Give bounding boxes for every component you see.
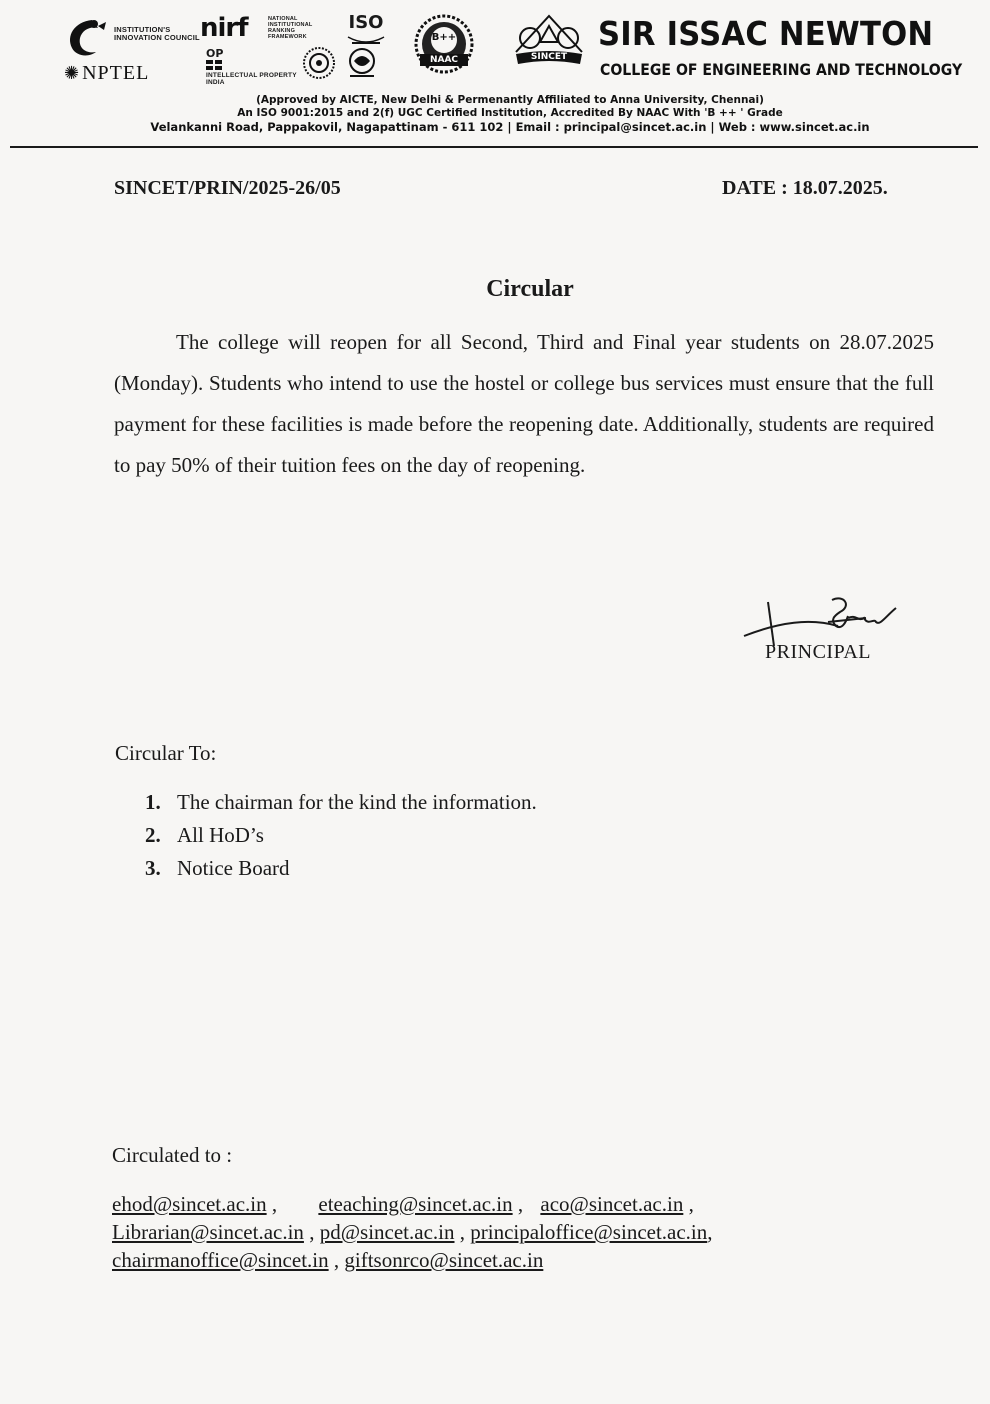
circular-to-heading: Circular To: (115, 741, 217, 765)
nptel-gear-icon: ✺ (64, 63, 81, 83)
emblem-seal-icon (342, 46, 382, 80)
email-address: Librarian@sincet.ac.in (112, 1220, 304, 1244)
circular-to-list (145, 786, 537, 885)
header-divider (10, 146, 978, 148)
circular-body: The college will reopen for all Second, Third and Final year students on 28.07.2025 (Monday). Students who intend to use the hostel or college bus services must ensure that the full payment for these facilities is made before the reopening date. Additionally, students are required to pay 50% of their tuition fees on the day of reopening. (114, 330, 934, 477)
email-address: pd@sincet.ac.in (319, 1220, 455, 1244)
nirf-logo (200, 14, 340, 44)
email-address: chairmanoffice@sincet.in (112, 1248, 329, 1272)
iic-emblem-icon (62, 16, 110, 60)
email-address: aco@sincet.ac.in (540, 1192, 684, 1216)
government-seal-icon (302, 46, 336, 80)
list-item: 3. Notice Board (145, 856, 290, 880)
email-address: principaloffice@sincet.ac.in (470, 1220, 708, 1244)
iic-text: INSTITUTION'S INNOVATION COUNCIL (114, 25, 200, 42)
iso-wreath-icon (346, 35, 386, 45)
nptel-text: NPTEL (82, 62, 150, 84)
ip-text: INTELLECTUAL PROPERTY INDIA (206, 72, 297, 86)
nirf-word: nirf (200, 13, 248, 43)
document-date: DATE : 18.07.2025. (722, 177, 888, 199)
list-item: 2. All HoD’s (145, 823, 264, 847)
circulated-to-heading: Circulated to : (112, 1143, 233, 1167)
email-list: ehod@sincet.ac.in , eteaching@sincet.ac.in , aco@sincet.ac.in , Librarian@sincet.ac.in , pd@sincet.ac.in , principaloffice@sincet.ac.in, chairmanoffice@sincet.in , giftsonrco@sincet.ac.in (112, 1192, 713, 1272)
iso-logo (338, 14, 394, 46)
ip-blocks-icon (206, 60, 226, 70)
sincet-emblem (510, 12, 588, 68)
iic-logo (62, 14, 200, 58)
ip-india-logo (206, 48, 306, 88)
sincet-label: SINCET (530, 52, 568, 62)
email-address: giftsonrco@sincet.ac.in (344, 1248, 544, 1272)
reference-number: SINCET/PRIN/2025-26/05 (114, 177, 341, 199)
nptel-logo (64, 62, 149, 84)
address-line-1: (Approved by AICTE, New Delhi & Permenantly Affiliated to Anna University, Chennai) (256, 94, 764, 106)
ip-word: OP (206, 47, 224, 60)
naac-seal-icon (402, 14, 498, 78)
naac-label: NAAC (429, 55, 459, 65)
address-line-3: Velankanni Road, Pappakovil, Nagapattinam - 611 102 | Email : principal@sincet.ac.in | Web : www.sincet.ac.in (150, 120, 870, 134)
naac-seal (402, 14, 498, 78)
email-address: ehod@sincet.ac.in (112, 1192, 267, 1216)
naac-grade: B++ (431, 32, 457, 43)
email-address: eteaching@sincet.ac.in (318, 1192, 513, 1216)
signatory-title: PRINCIPAL (765, 641, 872, 663)
iso-word: ISO (348, 12, 384, 33)
college-name: SIR ISSAC NEWTON (598, 14, 934, 53)
address-line-2: An ISO 9001:2015 and 2(f) UGC Certified Institution, Accredited By NAAC With 'B ++ ' Grade (237, 107, 783, 119)
college-subtitle: COLLEGE OF ENGINEERING AND TECHNOLOGY (600, 60, 963, 79)
nirf-text: NATIONAL INSTITUTIONAL RANKING FRAMEWORK (268, 16, 313, 40)
list-item: 1. The chairman for the kind the information. (145, 790, 537, 814)
document-title: Circular (486, 276, 574, 302)
